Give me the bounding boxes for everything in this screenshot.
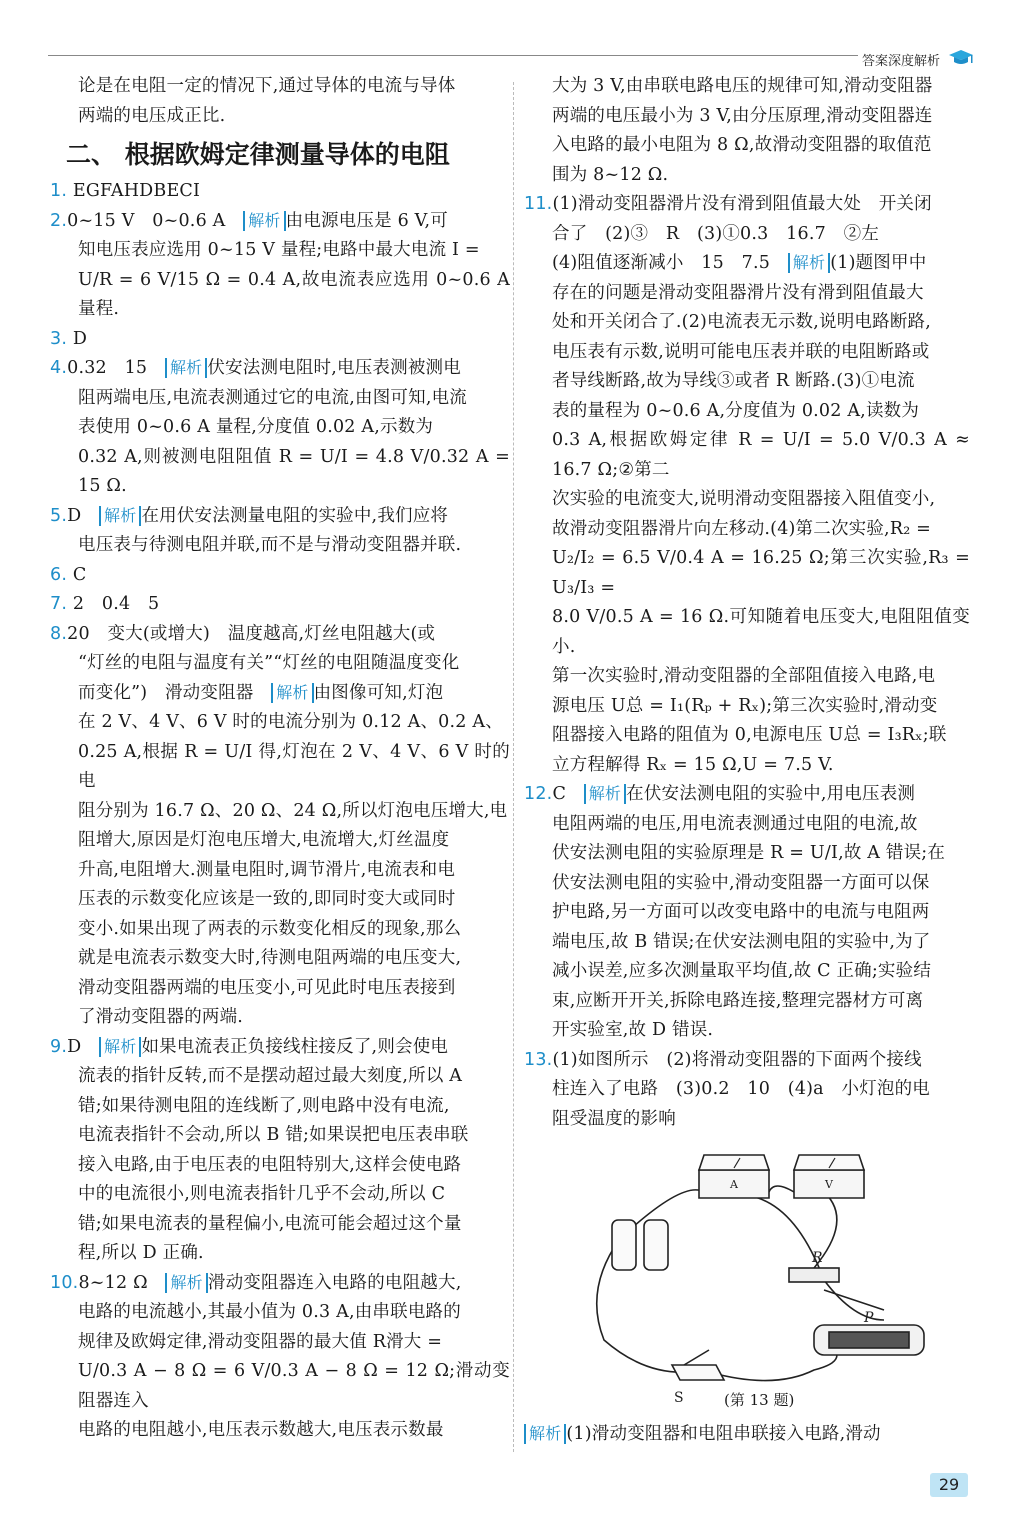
analysis-tag: 解析 [271,683,313,703]
answer-line: 表使用 0~0.6 A 量程,分度值 0.02 A,示数为 [78,417,434,437]
analysis-tag: 解析 [165,358,207,378]
answer-line: 护电路,另一方面可以改变电路中的电流与电阻两 [552,902,930,922]
analysis-tag: 解析 [584,784,626,804]
answer-text: 在用伏安法测量电阻的实验中,我们应将 [141,505,449,526]
answer-line: 在 2 V、4 V、6 V 时的电流分别为 0.12 A、0.2 A、 [78,712,503,732]
answer-text: (1)如图所示 (2)将滑动变阻器的下面两个接线 [552,1049,922,1070]
page-number: 29 [930,1473,968,1497]
answer-line: 柱连入了电路 (3)0.2 10 (4)a 小灯泡的电 [552,1079,931,1099]
question-number: 12. [524,784,553,804]
answer-line: U/0.3 A − 8 Ω = 6 V/0.3 A − 8 Ω = 12 Ω;滑动变阻器连入 [78,1361,510,1411]
answer-line: U/R = 6 V/15 Ω = 0.4 A,故电流表应选用 0~0.6 A 量程. [78,269,510,319]
answer-line: 存在的问题是滑动变阻器滑片没有滑到阻值最大 [552,282,924,303]
answer-text: C [552,784,567,804]
question-number: 8. [50,623,68,644]
question-number: 11. [524,194,553,214]
question-number: 10. [50,1272,79,1293]
answer-line: U₂/I₂ = 6.5 V/0.4 A = 16.25 Ω;第三次实验,R₃ = U₃/I₃ = [552,548,970,598]
answer-line: 围为 8~12 Ω. [552,164,669,185]
answer-text: 8~12 Ω [78,1272,148,1293]
question-number: 13. [524,1049,553,1070]
question-number: 4. [50,358,68,378]
left-column [50,72,510,1446]
answer-line: 错;如果电流表的量程偏小,电流可能会超过这个量 [78,1213,462,1234]
answer-line: 故滑动变阻器滑片向左移动.(4)第二次实验,R₂ = [552,518,932,539]
answer-line: 变小.如果出现了两表的示数变化相反的现象,那么 [78,918,462,939]
answer-line: 阻受温度的影响 [552,1108,676,1129]
answer-text: EGFAHDBECI [72,181,201,201]
analysis-tag: 解析 [524,1424,566,1444]
switch-label: S [674,1390,684,1406]
answer-line: 两端的电压最小为 3 V,由分压原理,滑动变阻器连 [552,105,933,126]
answer-text: 20 变大(或增大) 温度越高,灯丝电阻越大(或 [67,623,436,644]
header-label: 答案深度解析 [862,54,941,69]
answer-text: D [72,328,88,349]
answer-line: 次实验的电流变大,说明滑动变阻器接入阻值变小, [552,489,936,509]
question-number: 2. [50,210,68,231]
answer-line: 升高,电阻增大.测量电阻时,调节滑片,电流表和电 [78,859,456,880]
answer-line: 就是电流表示数变大时,待测电阻两端的电压变大, [78,948,462,968]
answer-text: 在伏安法测电阻的实验中,用电压表测 [626,784,916,804]
answer-text: 2 0.4 5 [72,594,160,614]
analysis-tag: 解析 [165,1273,207,1293]
answer-line: 减小误差,应多次测量取平均值,故 C 正确;实验结 [552,961,932,981]
answer-line: 第一次实验时,滑动变阻器的全部阻值接入电路,电 [552,666,936,686]
answer-line: 源电压 U总 = I₁(Rₚ + Rₓ);第三次实验时,滑动变 [552,695,938,716]
answer-line: 接入电路,由于电压表的电阻特别大,这样会使电路 [78,1154,462,1175]
section-title: 二、 根据欧姆定律测量导体的电阻 [66,140,450,169]
question-number: 5. [50,505,68,526]
answer-text: 由电源电压是 6 V,可 [285,210,448,231]
answer-line: 规律及欧姆定律,滑动变阻器的最大值 R滑大 = [78,1331,443,1352]
answer-line: 电压表与待测电阻并联,而不是与滑动变阻器并联. [78,535,462,555]
answer-line: 中的电流很小,则电流表指针几乎不会动,所以 C [78,1184,446,1204]
answer-line: 知电压表应选用 0~15 V 量程;电路中最大电流 I = [78,240,480,260]
answer-text: 滑动变阻器连入电路的电阻越大, [207,1272,462,1293]
question-number: 3. [50,328,68,349]
answer-text: (1)滑动变阻器和电阻串联接入电路,滑动 [566,1424,881,1444]
answer-line: 电路的电阻越小,电压表示数越大,电压表示数最 [78,1420,444,1440]
analysis-tag: 解析 [99,1037,141,1057]
analysis-tag: 解析 [243,211,285,231]
answer-line: 开实验室,故 D 错误. [552,1020,714,1040]
answer-line: 滑动变阻器两端的电压变小,可见此时电压表接到 [78,977,456,998]
voltmeter-label: V [825,1178,833,1191]
answer-text: 伏安法测电阻时,电压表测被测电 [207,358,461,378]
analysis-tag: 解析 [788,253,830,273]
question-number: 7. [50,594,68,614]
answer-line: 电流表指针不会动,所以 B 错;如果误把电压表串联 [78,1125,469,1145]
answer-line: 压表的示数变化应该是一致的,即同时变大或同时 [78,889,456,909]
answer-line: 电路的电流越小,其最小值为 0.3 A,由串联电路的 [78,1302,461,1322]
answer-line: 阻器接入电路的阻值为 0,电源电压 U总 = I₃Rₓ;联 [552,725,947,745]
question-number: 6. [50,564,68,585]
answer-text: D [67,1036,82,1057]
answer-text: (4)阻值逐渐减小 15 7.5 [552,253,771,273]
answer-text: (1)滑动变阻器滑片没有滑到阻值最大处 开关闭 [552,194,932,214]
answer-text: 由图像可知,灯泡 [313,682,444,703]
graduation-cap-icon [948,48,974,68]
circuit-figure [524,1140,970,1420]
figure-caption: (第 13 题) [724,1391,795,1409]
answer-text: (1)题图甲中 [830,253,927,273]
answer-line: 阻分别为 16.7 Ω、20 Ω、24 Ω,所以灯泡电压增大,电 [78,800,508,821]
header-rule [48,55,858,56]
ammeter-label: A [730,1178,738,1191]
answer-text: D [67,505,82,526]
intro-line: 论是在电阻一定的情况下,通过导体的电流与导体 [78,76,456,96]
answer-line: 合了 (2)③ R (3)①0.3 16.7 ②左 [552,223,880,244]
answer-line: 表的量程为 0~0.6 A,分度值为 0.02 A,读数为 [552,400,920,421]
answer-text: 0.32 15 [67,358,148,378]
answer-line: 流表的指针反转,而不是摆动超过最大刻度,所以 A [78,1066,463,1086]
answer-text: C [72,564,87,585]
answer-line: 0.3 A,根据欧姆定律 R = U/I = 5.0 V/0.3 A ≈ 16.7 Ω;②第二 [552,430,970,480]
slider-label: P [864,1310,874,1326]
resistor-label: R [812,1250,823,1266]
question-number: 1. [50,181,68,201]
answer-line: 者导线断路,故为导线③或者 R 断路.(3)①电流 [552,371,915,391]
answer-text: 0~15 V 0~0.6 A [67,210,226,231]
answer-line: 了滑动变阻器的两端. [78,1007,244,1027]
answer-line: 端电压,故 B 错误;在伏安法测电阻的实验中,为了 [552,931,931,952]
answer-line: 处和开关闭合了.(2)电流表无示数,说明电路断路, [552,312,931,332]
answer-line: 8.0 V/0.5 A = 16 Ω.可知随着电压变大,电阻阻值变小. [552,607,970,657]
intro-line: 两端的电压成正比. [78,105,226,126]
answer-text: 而变化”) 滑动变阻器 [78,682,254,703]
answer-line: 0.32 A,则被测电阻阻值 R = U/I = 4.8 V/0.32 A = 15 Ω. [78,446,510,496]
answer-line: 0.25 A,根据 R = U/I 得,灯泡在 2 V、4 V、6 V 时的电 [78,741,510,791]
answer-line: 伏安法测电阻的实验中,滑动变阻器一方面可以保 [552,872,930,893]
answer-line: 大为 3 V,由串联电路电压的规律可知,滑动变阻器 [552,76,933,96]
answer-line: 阻两端电压,电流表测通过它的电流,由图可知,电流 [78,387,467,408]
answer-line: 电阻两端的电压,用电流表测通过电阻的电流,故 [552,813,918,834]
answer-text: 如果电流表正负接线柱接反了,则会使电 [141,1036,449,1057]
answer-line: 阻增大,原因是灯泡电压增大,电流增大,灯丝温度 [78,830,450,850]
answer-line: 束,应断开开关,拆除电路连接,整理完器材方可离 [552,990,924,1011]
circuit-diagram [524,1140,970,1420]
answer-line: 电压表有示数,说明可能电压表并联的电阻断路或 [552,341,930,362]
answer-line: “灯丝的电阻与温度有关”“灯丝的电阻随温度变化 [78,653,460,673]
analysis-tag: 解析 [99,506,141,526]
column-separator [513,82,514,1452]
answer-line: 伏安法测电阻的实验原理是 R = U/I,故 A 错误;在 [552,843,946,863]
question-number: 9. [50,1036,68,1057]
answer-line: 程,所以 D 正确. [78,1243,204,1263]
answer-line: 错;如果待测电阻的连线断了,则电路中没有电流, [78,1095,450,1116]
answer-line: 立方程解得 Rₓ = 15 Ω,U = 7.5 V. [552,754,834,775]
right-column [524,72,970,1450]
answer-line: 入电路的最小电阻为 8 Ω,故滑动变阻器的取值范 [552,135,932,155]
